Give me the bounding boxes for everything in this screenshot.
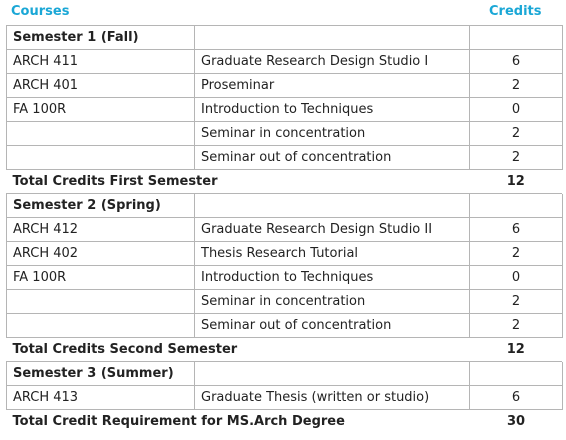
- course-row: [7, 242, 563, 266]
- semester-total-label: Total Credits Second Semester: [12, 342, 238, 357]
- course-row: [7, 386, 563, 410]
- course-code: ARCH 411: [7, 50, 195, 74]
- course-code: ARCH 402: [7, 242, 195, 266]
- course-code: [7, 314, 195, 338]
- course-code: [7, 122, 195, 146]
- course-code: FA 100R: [7, 98, 195, 122]
- course-name: Graduate Research Design Studio II: [195, 218, 470, 242]
- empty-cell: [470, 194, 563, 218]
- credits-column-header: Credits: [489, 4, 542, 19]
- course-name: Graduate Thesis (written or studio): [195, 386, 470, 410]
- empty-cell: [470, 362, 563, 386]
- semester-total-row: [7, 338, 563, 362]
- course-credits: 2: [470, 314, 563, 338]
- semester-header-row: [7, 194, 563, 218]
- course-name: Introduction to Techniques: [195, 266, 470, 290]
- semester-total-value: 12: [506, 342, 525, 357]
- empty-cell: [195, 362, 470, 386]
- course-code: ARCH 413: [7, 386, 195, 410]
- course-name: Seminar in concentration: [195, 122, 470, 146]
- semester-header-row: [7, 26, 563, 50]
- course-credits: 2: [470, 146, 563, 170]
- course-credits: 2: [470, 242, 563, 266]
- course-row: [7, 50, 563, 74]
- course-credits: 0: [470, 98, 563, 122]
- semester-total-row: [7, 170, 563, 194]
- semester-title: Semester 3 (Summer): [7, 362, 195, 386]
- curriculum-table: [6, 25, 563, 433]
- course-code: FA 100R: [7, 266, 195, 290]
- course-name: Introduction to Techniques: [195, 98, 470, 122]
- course-name: Proseminar: [195, 74, 470, 98]
- empty-cell: [195, 194, 470, 218]
- courses-column-header: Courses: [11, 4, 70, 19]
- course-code: [7, 290, 195, 314]
- course-row: [7, 290, 563, 314]
- grand-total-row: [7, 410, 563, 434]
- empty-cell: [470, 26, 563, 50]
- course-credits: 2: [470, 74, 563, 98]
- course-credits: 6: [470, 218, 563, 242]
- course-credits: 6: [470, 50, 563, 74]
- course-row: [7, 146, 563, 170]
- course-code: ARCH 412: [7, 218, 195, 242]
- empty-cell: [195, 26, 470, 50]
- course-row: [7, 98, 563, 122]
- course-row: [7, 122, 563, 146]
- semester-total-value: 12: [506, 174, 525, 189]
- course-row: [7, 218, 563, 242]
- course-code: [7, 146, 195, 170]
- course-name: Seminar out of concentration: [195, 146, 470, 170]
- course-credits: 0: [470, 266, 563, 290]
- course-row: [7, 74, 563, 98]
- course-name: Thesis Research Tutorial: [195, 242, 470, 266]
- table-header: [0, 0, 566, 24]
- course-credits: 6: [470, 386, 563, 410]
- course-code: ARCH 401: [7, 74, 195, 98]
- semester-total-label: Total Credits First Semester: [12, 174, 218, 189]
- course-row: [7, 266, 563, 290]
- course-name: Graduate Research Design Studio I: [195, 50, 470, 74]
- course-name: Seminar in concentration: [195, 290, 470, 314]
- course-name: Seminar out of concentration: [195, 314, 470, 338]
- course-credits: 2: [470, 290, 563, 314]
- course-row: [7, 314, 563, 338]
- course-credits: 2: [470, 122, 563, 146]
- grand-total-label: Total Credit Requirement for MS.Arch Degree: [12, 414, 345, 429]
- semester-title: Semester 1 (Fall): [7, 26, 195, 50]
- grand-total-value: 30: [506, 414, 526, 429]
- semester-header-row: [7, 362, 563, 386]
- semester-title: Semester 2 (Spring): [7, 194, 195, 218]
